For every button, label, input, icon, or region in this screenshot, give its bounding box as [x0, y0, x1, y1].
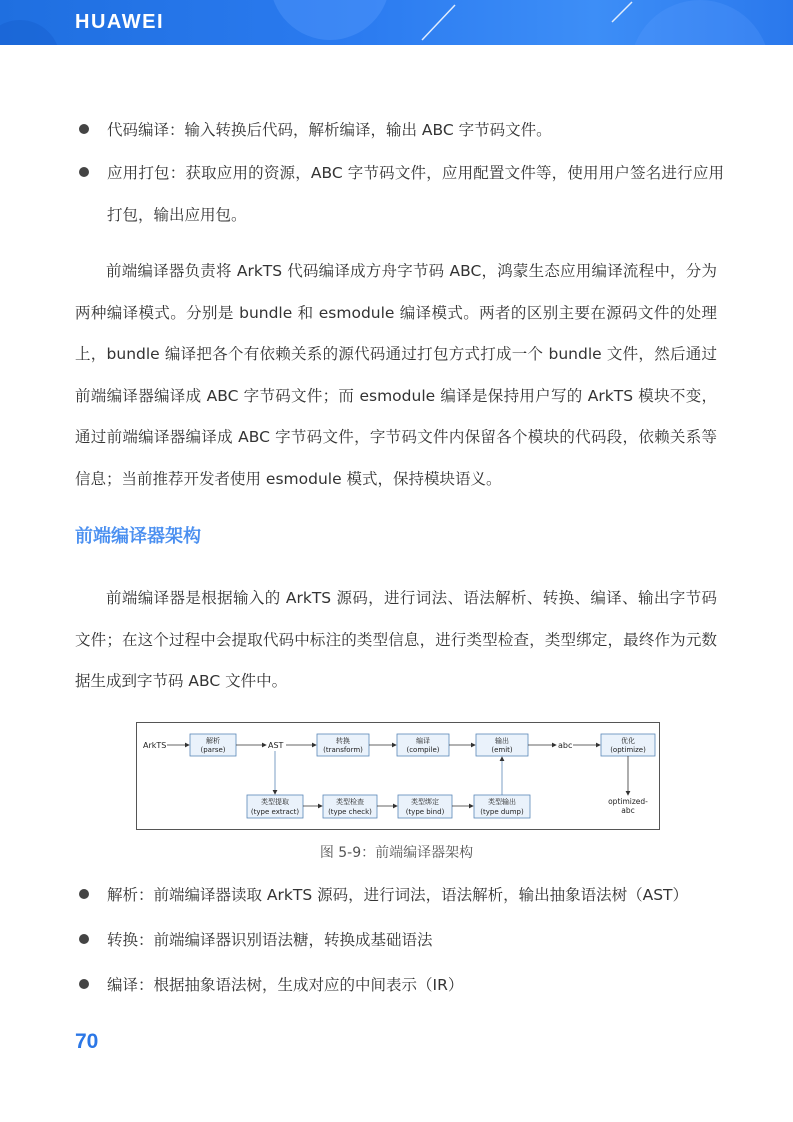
page-number: 70 — [75, 1030, 99, 1053]
section-title: 前端编译器架构 — [75, 526, 201, 547]
svg-text:(parse): (parse) — [200, 746, 226, 754]
svg-text:输出: 输出 — [495, 737, 509, 745]
svg-text:(type bind): (type bind) — [405, 808, 445, 816]
box-type-extract — [247, 795, 303, 818]
svg-text:类型检查: 类型检查 — [336, 798, 364, 806]
figure-caption: 图 5-9：前端编译器架构 — [319, 845, 474, 861]
box-type-check — [323, 795, 377, 818]
box-emit — [476, 734, 528, 756]
list-item — [107, 964, 724, 1006]
list-item — [107, 152, 724, 236]
svg-text:类型绑定: 类型绑定 — [411, 798, 439, 806]
box-optimize — [601, 734, 655, 756]
svg-text:类型输出: 类型输出 — [488, 798, 516, 806]
svg-text:(emit): (emit) — [491, 746, 513, 754]
optimized-label-1: optimized- — [608, 797, 648, 806]
svg-text:转换: 转换 — [336, 737, 350, 745]
bullet-icon — [79, 889, 89, 899]
svg-text:解析: 解析 — [206, 737, 220, 745]
list-item-text: 编译：根据抽象语法树，生成对应的中间表示（IR） — [107, 976, 464, 994]
box-compile — [397, 734, 449, 756]
svg-text:(transform): (transform) — [323, 746, 363, 754]
svg-text:优化: 优化 — [621, 737, 635, 745]
input-label: ArkTS — [143, 741, 167, 750]
bullet-icon — [79, 934, 89, 944]
architecture-diagram — [136, 722, 660, 830]
list-item — [107, 874, 724, 916]
body-paragraph: 前端编译器负责将 ArkTS 代码编译成方舟字节码 ABC，鸿蒙生态应用编译流程中，分为两种编译模式。分别是 bundle 和 esmodule 编译模式。两者的区别主要在源码文件的处理上，bundle 编译把各个有依赖关系的源代码通过打包方式打成一个 bundle 文件，然后通过前端编译器编译成 ABC 字节码文件；而 esmodule 编译是保持用户写的 ArkTS 模块不变，通过前端编译器编译成 ABC 字节码文件，字节码文件内保留各个模块的代码段，依赖关系等信息；当前推荐开发者使用 esmodule 模式，保持模块语义。 — [75, 262, 717, 488]
header-band — [0, 0, 793, 45]
diagram-canvas — [137, 723, 659, 829]
bullet-icon — [79, 124, 89, 134]
box-transform — [317, 734, 369, 756]
svg-text:(optimize): (optimize) — [610, 746, 646, 754]
body-paragraph: 前端编译器是根据输入的 ArkTS 源码，进行词法、语法解析、转换、编译、输出字节码文件；在这个过程中会提取代码中标注的类型信息，进行类型检查，类型绑定，最终作为元数据生成到字节码 ABC 文件中。 — [75, 589, 717, 690]
list-item-text: 解析：前端编译器读取 ArkTS 源码，进行词法，语法解析，输出抽象语法树（AST） — [107, 886, 689, 904]
abc-label: abc — [558, 741, 573, 750]
bullet-icon — [79, 167, 89, 177]
svg-text:编译: 编译 — [416, 737, 430, 745]
brand-logo: HUAWEI — [75, 11, 164, 33]
bullet-icon — [79, 979, 89, 989]
optimized-label-2: abc — [621, 806, 635, 815]
svg-text:类型提取: 类型提取 — [261, 798, 289, 806]
box-type-dump — [474, 795, 530, 818]
svg-text:(compile): (compile) — [406, 746, 440, 754]
svg-text:(type dump): (type dump) — [480, 808, 524, 816]
list-item — [107, 109, 724, 151]
list-item-text: 转换：前端编译器识别语法糖，转换成基础语法 — [107, 931, 433, 949]
list-item-text: 应用打包：获取应用的资源，ABC 字节码文件，应用配置文件等，使用用户签名进行应用打包，输出应用包。 — [107, 164, 724, 224]
svg-text:(type check): (type check) — [328, 808, 372, 816]
svg-text:(type extract): (type extract) — [250, 808, 300, 816]
box-type-bind — [398, 795, 452, 818]
ast-label: AST — [268, 741, 284, 750]
list-item — [107, 919, 724, 961]
list-item-text: 代码编译：输入转换后代码，解析编译，输出 ABC 字节码文件。 — [107, 121, 552, 139]
box-parse — [190, 734, 236, 756]
